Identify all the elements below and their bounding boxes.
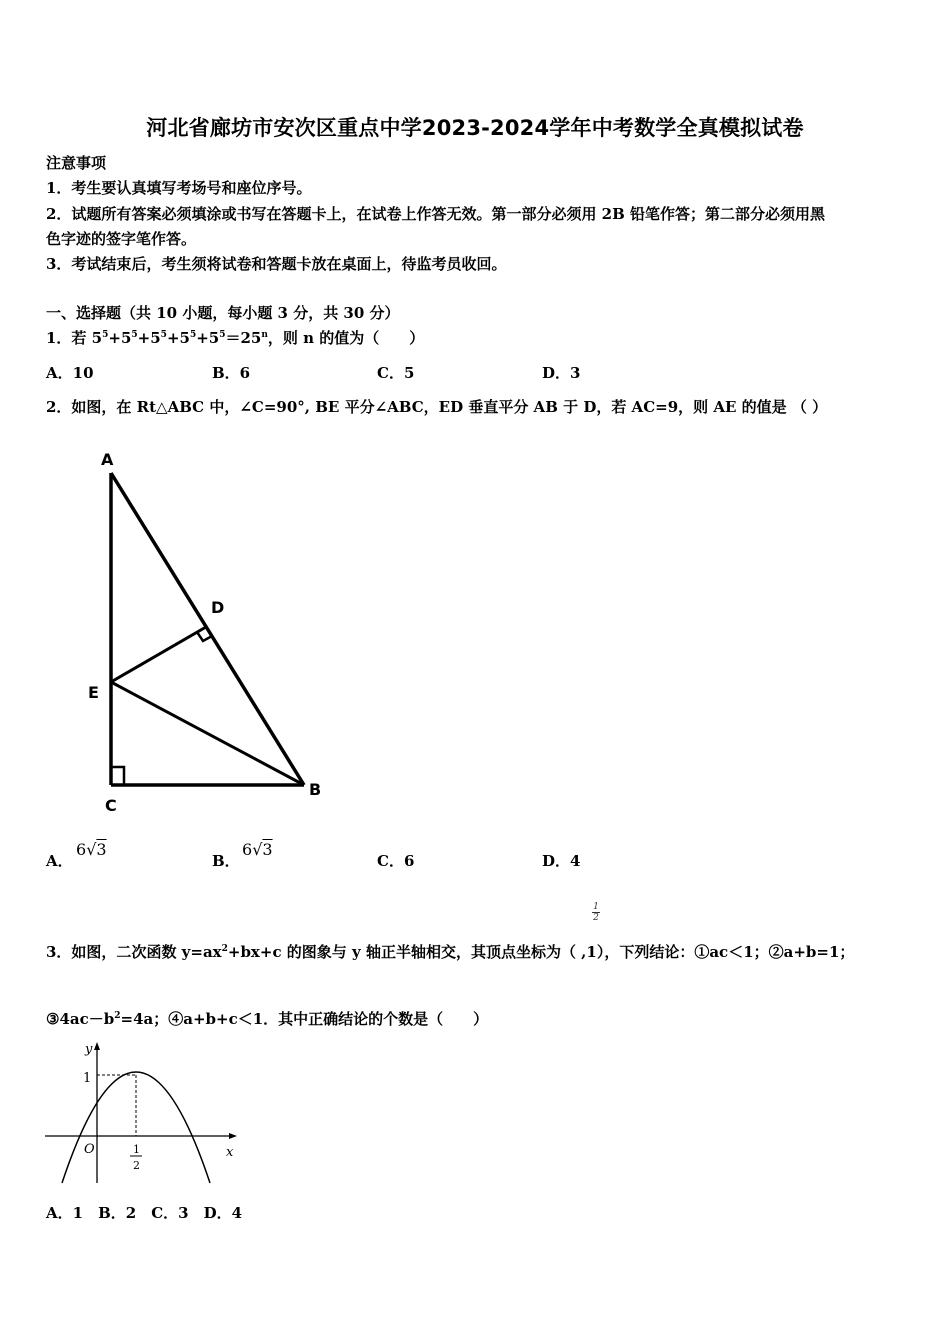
question-3-text: 3．如图，二次函数 $y=ax^2+bx+c$ 的图象与 y 轴正半轴相交，其顶点坐标为（ ,1），下列结论：①ac＜1；②a+b=1； bbox=[46, 943, 855, 961]
vertex-label-e: E bbox=[88, 683, 99, 702]
origin-label: O bbox=[84, 1142, 95, 1157]
q3-options: A．1 B．2 C．3 D．4 bbox=[46, 1204, 243, 1222]
question-2-text: 2．如图，在 Rt△ABC 中，∠C=90°, BE 平分∠ABC，ED 垂直平分 AB 于 D，若 AC=9，则 AE 的值是 （ ） bbox=[46, 398, 828, 416]
x-tick-numerator: 1 bbox=[133, 1143, 140, 1156]
section-heading: 一、选择题（共 10 小题，每小题 3 分，共 30 分） bbox=[46, 304, 400, 322]
notice-item-3: 3．考试结束后，考生须将试卷和答题卡放在桌面上，待监考员收回。 bbox=[46, 255, 507, 273]
q3-parabola-figure bbox=[40, 1038, 250, 1188]
q2-option-a-value: 6√3 bbox=[76, 840, 107, 859]
side-ab bbox=[111, 473, 304, 785]
question-3-text-line2: $③4ac-b^2=4a$；④a+b+c＜1．其中正确结论的个数是（ ） bbox=[46, 1010, 489, 1028]
y-axis-label: y bbox=[85, 1042, 93, 1057]
q3-vertex-fraction: 1 2 bbox=[593, 902, 599, 923]
q1-option-c: C．5 bbox=[377, 364, 415, 382]
notice-heading: 注意事项 bbox=[46, 154, 107, 172]
q1-option-b: B．6 bbox=[212, 364, 251, 382]
q2-triangle-figure bbox=[80, 440, 340, 820]
x-axis-label: x bbox=[226, 1145, 234, 1160]
notice-item-1: 1．考生要认真填写考场号和座位序号。 bbox=[46, 179, 312, 197]
q1-option-a: A．10 bbox=[46, 364, 94, 382]
x-tick-denominator: 2 bbox=[133, 1159, 140, 1172]
q2-option-c: C．6 bbox=[377, 852, 415, 870]
vertex-label-d: D bbox=[211, 598, 225, 617]
q1-option-d: D．3 bbox=[542, 364, 581, 382]
x-axis-arrow bbox=[229, 1133, 237, 1139]
segment-ed bbox=[111, 627, 206, 682]
right-angle-c bbox=[111, 767, 124, 785]
q2-option-b-value: 6√3 bbox=[242, 840, 273, 859]
vertex-label-c: C bbox=[105, 796, 117, 815]
q2-option-d: D．4 bbox=[542, 852, 581, 870]
q2-option-b: B． bbox=[212, 852, 240, 870]
y-axis-arrow bbox=[94, 1042, 100, 1050]
page-title: 河北省廊坊市安次区重点中学2023-2024学年中考数学全真模拟试卷 bbox=[146, 116, 804, 140]
q2-option-a: A． bbox=[46, 852, 73, 870]
vertex-label-a: A bbox=[101, 450, 114, 469]
notice-item-2a: 2．试题所有答案必须填涂或书写在答题卡上，在试卷上作答无效。第一部分必须用 2B 铅笔作答；第二部分必须用黑 bbox=[46, 205, 826, 223]
segment-eb bbox=[111, 682, 304, 785]
vertex-label-b: B bbox=[309, 780, 322, 799]
notice-item-2b: 色字迹的签字笔作答。 bbox=[46, 230, 197, 248]
y-tick-label: 1 bbox=[83, 1071, 92, 1086]
question-1-text: 1．若 $5^5+5^5+5^5+5^5+5^5=25^n$，则 n 的值为（ ） bbox=[46, 329, 425, 347]
